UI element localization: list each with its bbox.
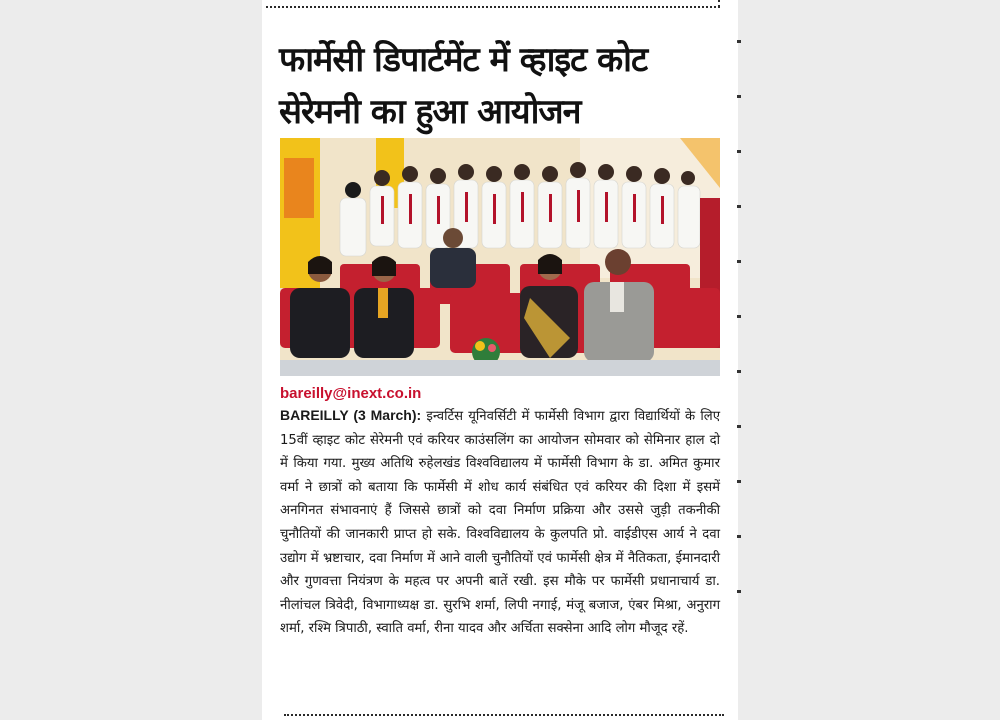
right-edge-marks xyxy=(737,40,741,640)
dateline: BAREILLY (3 March): xyxy=(280,407,422,423)
ceremony-photo xyxy=(280,138,720,376)
top-dotted-border xyxy=(266,6,720,8)
top-dotted-border-corner xyxy=(718,0,720,7)
article-headline: फार्मेसी डिपार्टमेंट में व्हाइट कोट सेरेमनी का हुआ आयोजन xyxy=(279,40,648,132)
article-body xyxy=(280,404,720,641)
article-body-text: इन्वर्टिस यूनिवर्सिटी में फार्मेसी विभाग द्वारा विद्यार्थियों के लिए 15वीं व्हाइट कोट सेरेमनी एवं करियर काउंसलिंग का आयोजन सोमवार को सेमिनार हाल दो में किया गया. मुख्य अतिथि रुहेलखंड विश्वविद्यालय में फार्मेसी विभाग के डा. अमित कुमार वर्मा ने छात्रों को बताया कि फार्मेसी में शोध कार्य संबंधित एवं करियर की दिशा में इसमें अनगिनत संभावनाएं हैं जिससे छात्रों को दवा निर्माण प्रक्रिया और उससे जुड़ी तकनीकी चुनौतियों की जानकारी प्राप्त हो सके. विश्वविद्यालय के कुलपति प्रो. वाईडीएस आर्य ने दवा उद्योग में भ्रष्टाचार, दवा निर्माण में आने वाली चुनौतियों एवं फार्मेसी क्षेत्र में नैतिकता, ईमानदारी और गुणवत्ता नियंत्रण के महत्व पर अपनी बातें रखी. इस मौके पर फार्मेसी प्रधानाचार्य डा. नीलांचल त्रिवेदी, विभागाध्यक्ष डा. सुरभि शर्मा, लिपी नगाई, मंजू बजाज, एंबर मिश्रा, अनुराग शर्मा, रश्मि त्रिपाठी, स्वाति वर्मा, रीना यादव और अर्चिता सक्सेना आदि लोग मौजूद रहें. xyxy=(280,409,720,637)
reporter-email: bareilly@inext.co.in xyxy=(280,385,422,402)
bottom-dotted-border xyxy=(284,714,724,716)
